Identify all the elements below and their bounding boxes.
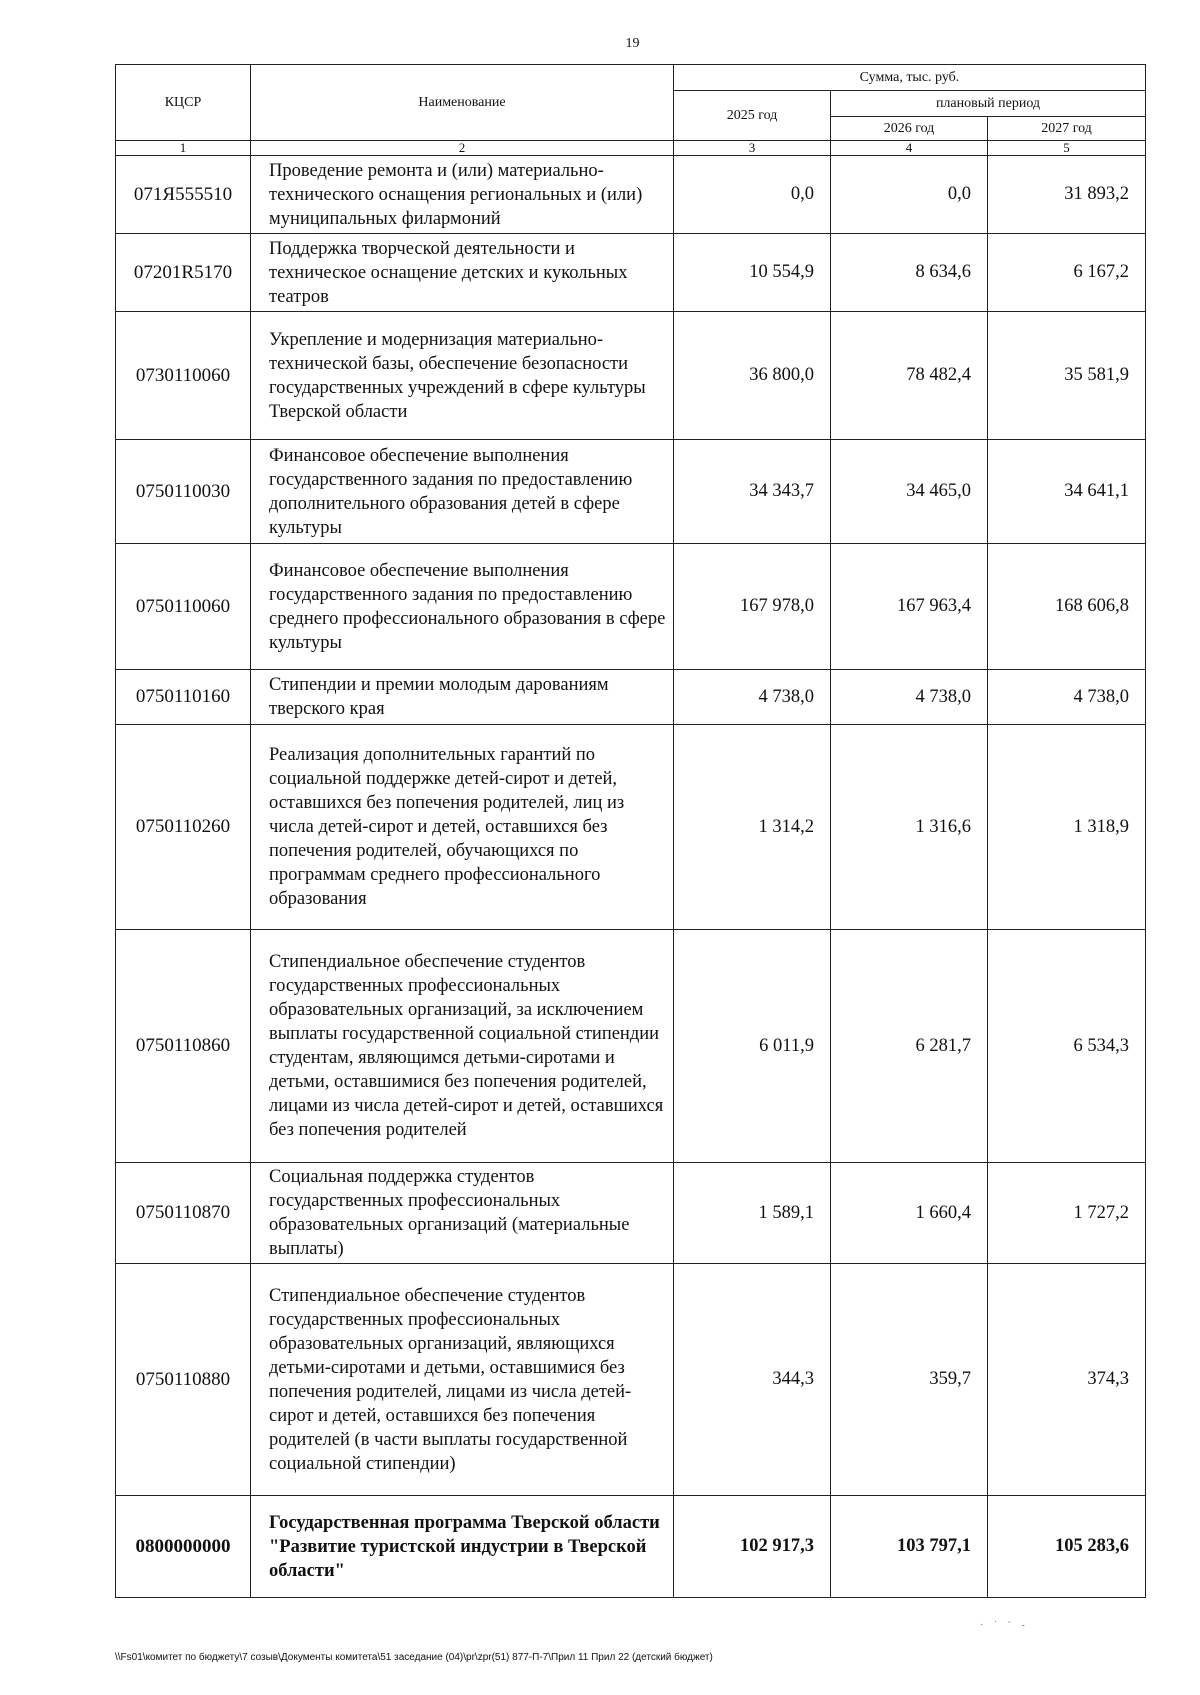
header-planned-period: плановый период	[831, 91, 1146, 117]
col-number: 2	[251, 141, 674, 156]
table-row	[116, 1163, 1146, 1264]
col-number: 4	[831, 141, 988, 156]
row-code: 0750110860	[116, 930, 251, 1163]
row-value-2026: 103 797,1	[831, 1496, 988, 1598]
row-name: Стипендии и премии молодым дарованиям тверского края	[251, 670, 674, 725]
row-value-2025: 102 917,3	[674, 1496, 831, 1598]
col-number: 1	[116, 141, 251, 156]
row-value-2026: 0,0	[831, 156, 988, 234]
row-value-2026: 1 660,4	[831, 1163, 988, 1264]
row-value-2026: 359,7	[831, 1264, 988, 1496]
budget-table	[115, 64, 1146, 1598]
row-value-2026: 6 281,7	[831, 930, 988, 1163]
row-code: 0750110160	[116, 670, 251, 725]
table-row	[116, 156, 1146, 234]
row-name: Стипендиальное обеспечение студентов государственных профессиональных образовательных организаций, за исключением выплаты государственной социальной стипендии студентам, являющимся детьми-сиротами и детьми, оставшимися без попечения родителей, лицами из числа детей-сирот и детей, оставшихся без попечения родителей	[251, 930, 674, 1163]
row-name: Поддержка творческой деятельности и техническое оснащение детских и кукольных театров	[251, 234, 674, 312]
row-name: Проведение ремонта и (или) материально-технического оснащения региональных и (или) муниципальных филармоний	[251, 156, 674, 234]
row-value-2027: 105 283,6	[988, 1496, 1146, 1598]
row-value-2026: 1 316,6	[831, 725, 988, 930]
header-name: Наименование	[251, 65, 674, 141]
table-row	[116, 930, 1146, 1163]
table-row	[116, 312, 1146, 440]
row-value-2027: 4 738,0	[988, 670, 1146, 725]
row-value-2027: 34 641,1	[988, 440, 1146, 544]
row-code: 071Я555510	[116, 156, 251, 234]
row-code: 0750110030	[116, 440, 251, 544]
row-value-2026: 4 738,0	[831, 670, 988, 725]
header-sum: Сумма, тыс. руб.	[674, 65, 1146, 91]
row-value-2027: 35 581,9	[988, 312, 1146, 440]
row-value-2025: 1 314,2	[674, 725, 831, 930]
row-code: 0730110060	[116, 312, 251, 440]
row-name: Социальная поддержка студентов государственных профессиональных образовательных организаций (материальные выплаты)	[251, 1163, 674, 1264]
row-code: 0750110260	[116, 725, 251, 930]
row-value-2025: 344,3	[674, 1264, 831, 1496]
table-row	[116, 1264, 1146, 1496]
row-code: 0750110880	[116, 1264, 251, 1496]
row-value-2027: 168 606,8	[988, 544, 1146, 670]
row-value-2025: 4 738,0	[674, 670, 831, 725]
row-value-2026: 8 634,6	[831, 234, 988, 312]
row-value-2025: 0,0	[674, 156, 831, 234]
row-name: Финансовое обеспечение выполнения государственного задания по предоставлению среднего профессионального образования в сфере культуры	[251, 544, 674, 670]
page-number: 19	[625, 36, 640, 51]
row-value-2025: 6 011,9	[674, 930, 831, 1163]
row-code: 07201R5170	[116, 234, 251, 312]
row-code: 0750110060	[116, 544, 251, 670]
footer-file-path: \\Fs01\комитет по бюджету\7 созыв\Документы комитета\51 заседание (04)\pr\zpr(51) 877-П-7\Прил 11 Прил 22 (детский бюджет)	[115, 1652, 713, 1663]
row-value-2027: 6 167,2	[988, 234, 1146, 312]
row-value-2025: 167 978,0	[674, 544, 831, 670]
row-value-2026: 78 482,4	[831, 312, 988, 440]
table-row	[116, 234, 1146, 312]
row-code: 0750110870	[116, 1163, 251, 1264]
header-code: КЦСР	[116, 65, 251, 141]
col-number: 5	[988, 141, 1146, 156]
row-value-2027: 6 534,3	[988, 930, 1146, 1163]
header-year-2027: 2027 год	[988, 117, 1146, 141]
header-year-2025: 2025 год	[674, 91, 831, 141]
row-value-2026: 167 963,4	[831, 544, 988, 670]
row-name: Финансовое обеспечение выполнения государственного задания по предоставлению дополнительного образования детей в сфере культуры	[251, 440, 674, 544]
row-code: 0800000000	[116, 1496, 251, 1598]
row-value-2025: 34 343,7	[674, 440, 831, 544]
row-name: Реализация дополнительных гарантий по социальной поддержке детей-сирот и детей, оставшихся без попечения родителей, лиц из числа детей-сирот и детей, оставшихся без попечения родителей, обучающихся по программам среднего профессионального образования	[251, 725, 674, 930]
row-value-2027: 1 318,9	[988, 725, 1146, 930]
table-row	[116, 670, 1146, 725]
row-name: Укрепление и модернизация материально-технической базы, обеспечение безопасности государственных учреждений в сфере культуры Тверской области	[251, 312, 674, 440]
row-name: Государственная программа Тверской области "Развитие туристской индустрии в Тверской области"	[251, 1496, 674, 1598]
table-row	[116, 544, 1146, 670]
table-row	[116, 440, 1146, 544]
row-value-2027: 1 727,2	[988, 1163, 1146, 1264]
table-row	[116, 1496, 1146, 1598]
row-value-2025: 36 800,0	[674, 312, 831, 440]
row-value-2025: 10 554,9	[674, 234, 831, 312]
row-value-2025: 1 589,1	[674, 1163, 831, 1264]
row-value-2026: 34 465,0	[831, 440, 988, 544]
row-value-2027: 31 893,2	[988, 156, 1146, 234]
scan-marks: · ˙ ¨ ‑	[980, 1620, 1029, 1631]
table-row	[116, 725, 1146, 930]
row-value-2027: 374,3	[988, 1264, 1146, 1496]
col-number: 3	[674, 141, 831, 156]
row-name: Стипендиальное обеспечение студентов государственных профессиональных образовательных организаций, являющихся детьми-сиротами и детьми, оставшимися без попечения родителей, лицами из числа детей-сирот и детей, оставшихся без попечения родителей (в части выплаты государственной социальной стипендии)	[251, 1264, 674, 1496]
header-year-2026: 2026 год	[831, 117, 988, 141]
